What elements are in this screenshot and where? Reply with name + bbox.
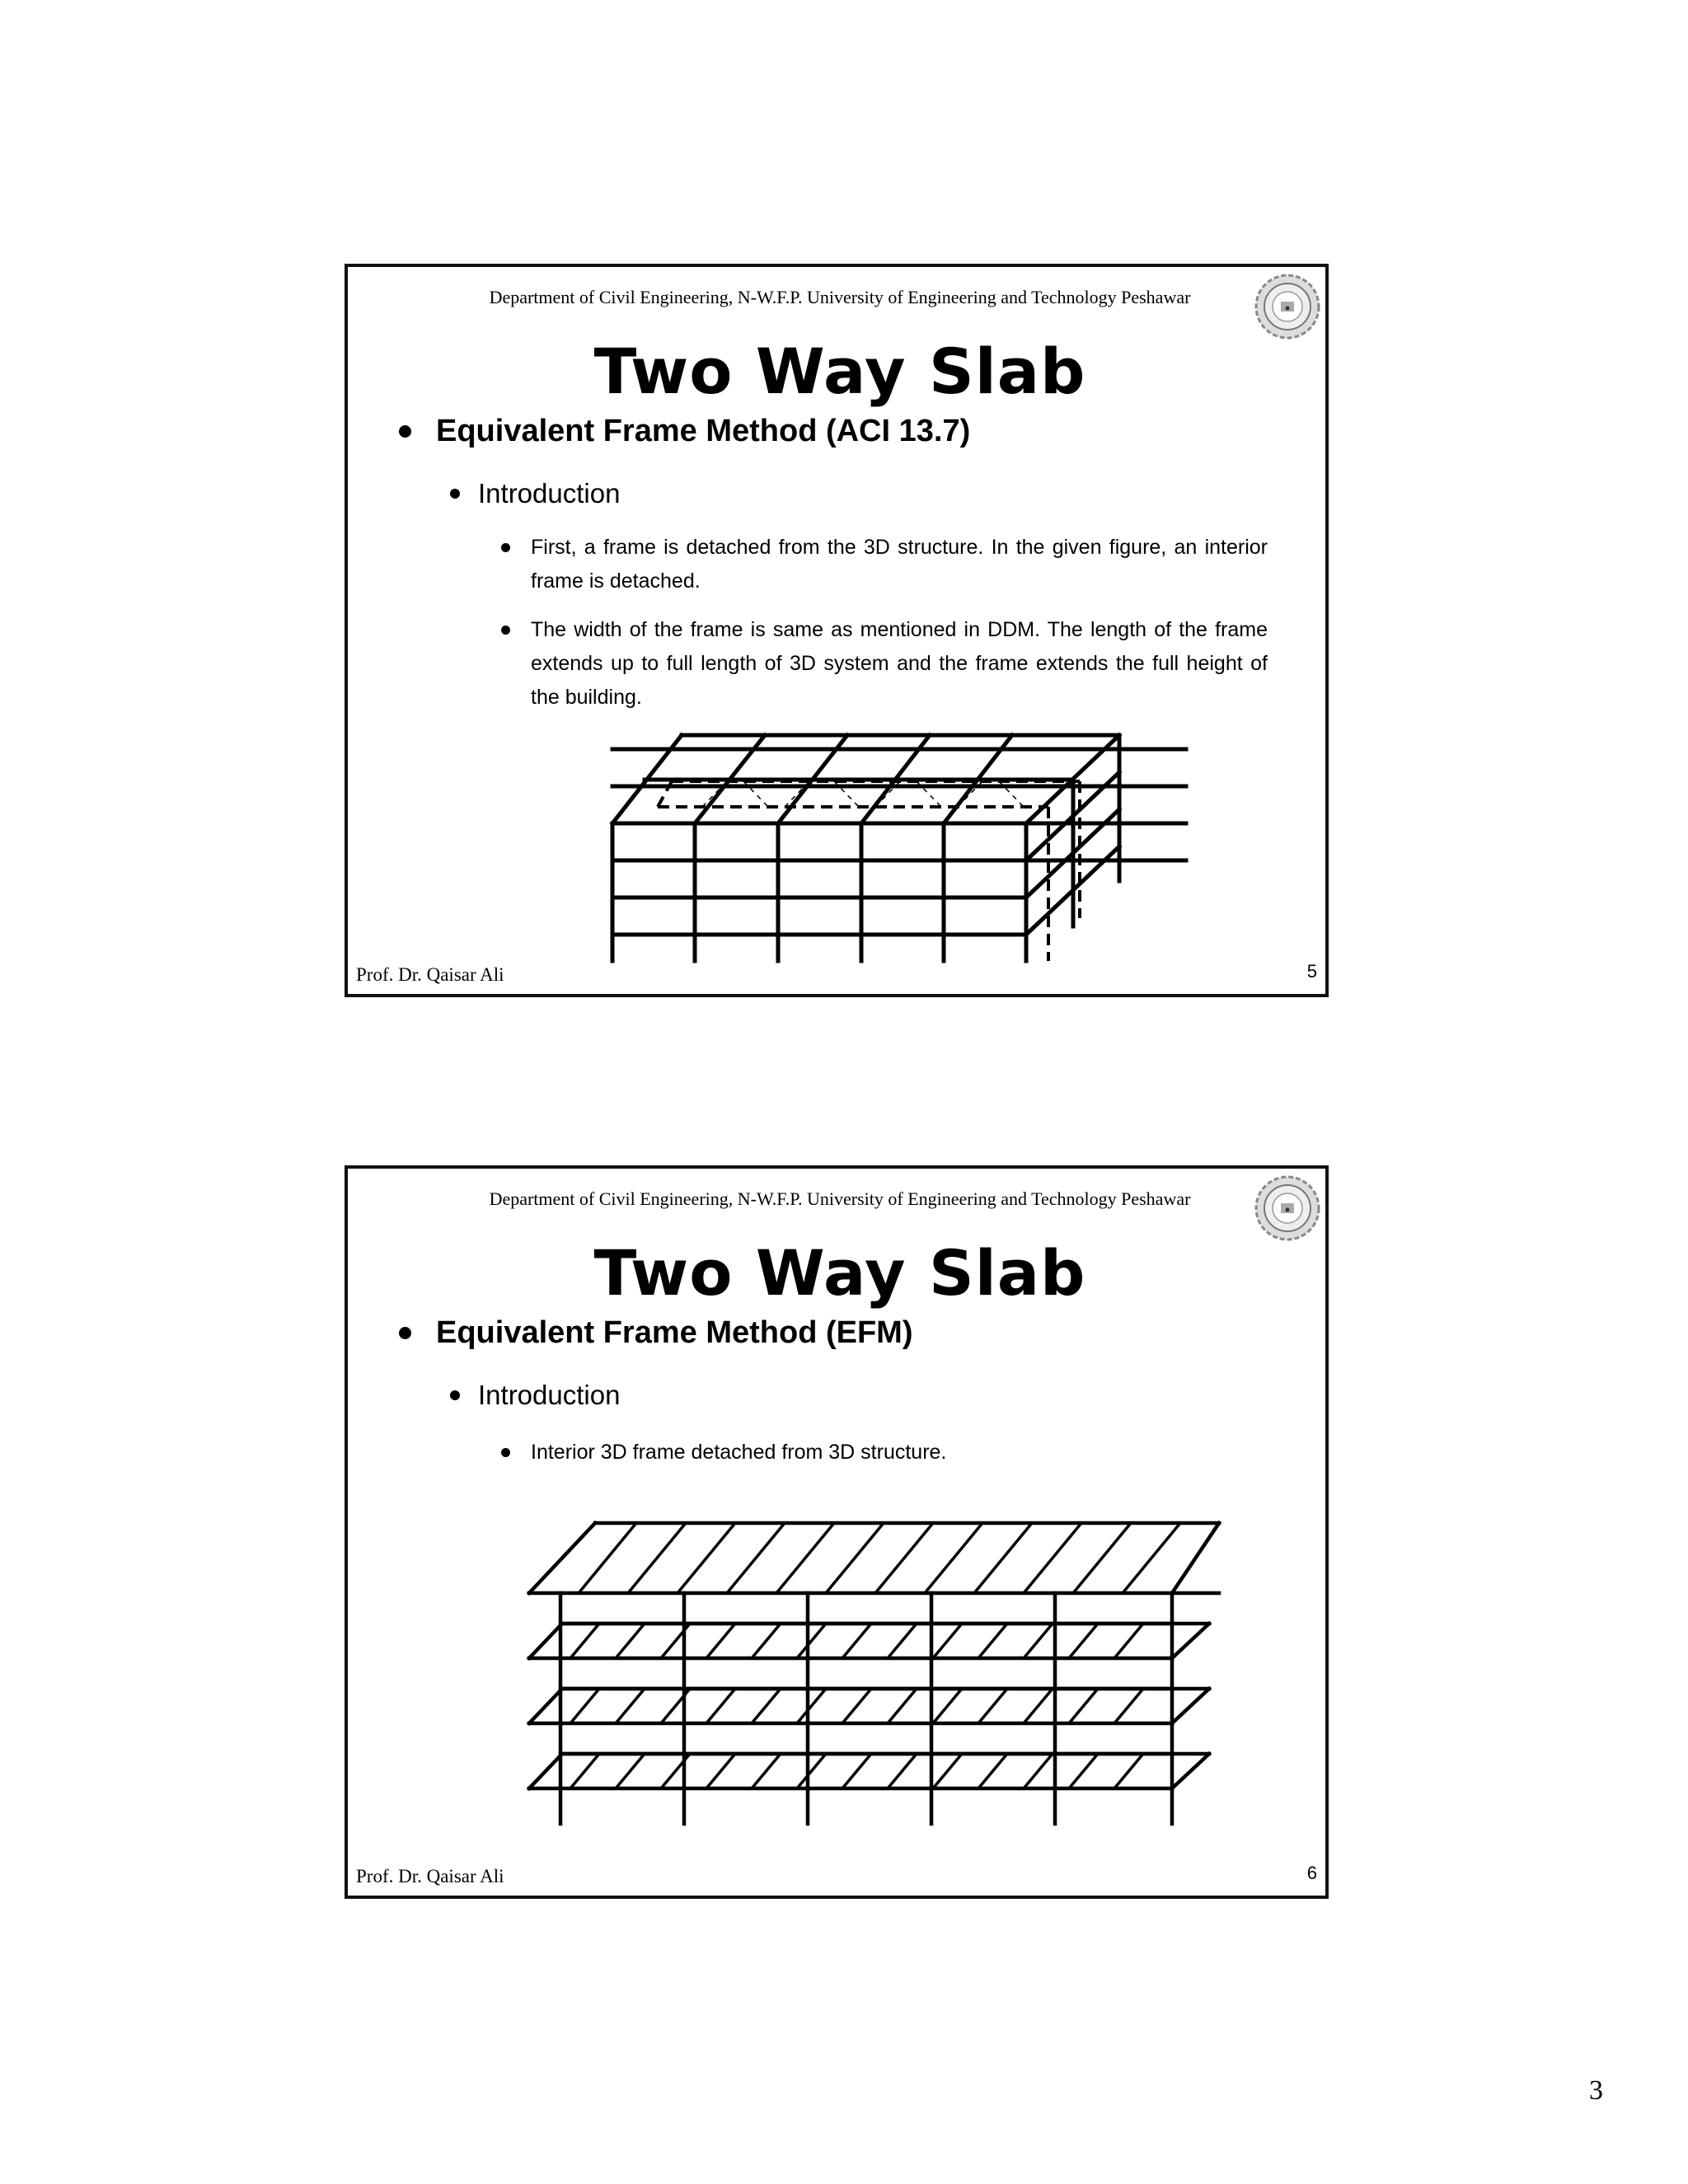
slide-title: Two Way Slab [593,335,1086,408]
slide-5 [345,264,1329,997]
slide-header: Department of Civil Engineering, N-W.F.P. University of Engineering and Technology Peshawar [489,287,1191,307]
slide-header: Department of Civil Engineering, N-W.F.P. University of Engineering and Technology Peshawar [489,1188,1191,1209]
bullet-text: First, a frame is detached from the 3D structure. In the given figure, an interior frame is detached. [531,536,1268,593]
slide-title: Two Way Slab [593,1236,1086,1310]
slide-footer-author: Prof. Dr. Qaisar Ali [356,1866,504,1886]
detached-frame-figure [348,1169,1332,1902]
bullet-text: Equivalent Frame Method (ACI 13.7) [436,414,971,448]
page-number: 3 [1589,2075,1603,2106]
slide-6 [345,1165,1329,1899]
slide-number: 5 [1306,961,1317,982]
bullet-text: Introduction [478,1380,621,1410]
bullet-text: Equivalent Frame Method (EFM) [436,1315,913,1350]
bullet-text: Interior 3D frame detached from 3D structure. [531,1441,947,1464]
bullet-text: Introduction [478,478,621,509]
slide-footer-author: Prof. Dr. Qaisar Ali [356,964,504,985]
bullet-text: The width of the frame is same as mentioned in DDM. The length of the frame extends up to full length of 3D system and the frame extends the full height of the building. [531,618,1268,709]
slide-number: 6 [1306,1863,1317,1883]
building-frame-figure-top [348,267,1332,1001]
